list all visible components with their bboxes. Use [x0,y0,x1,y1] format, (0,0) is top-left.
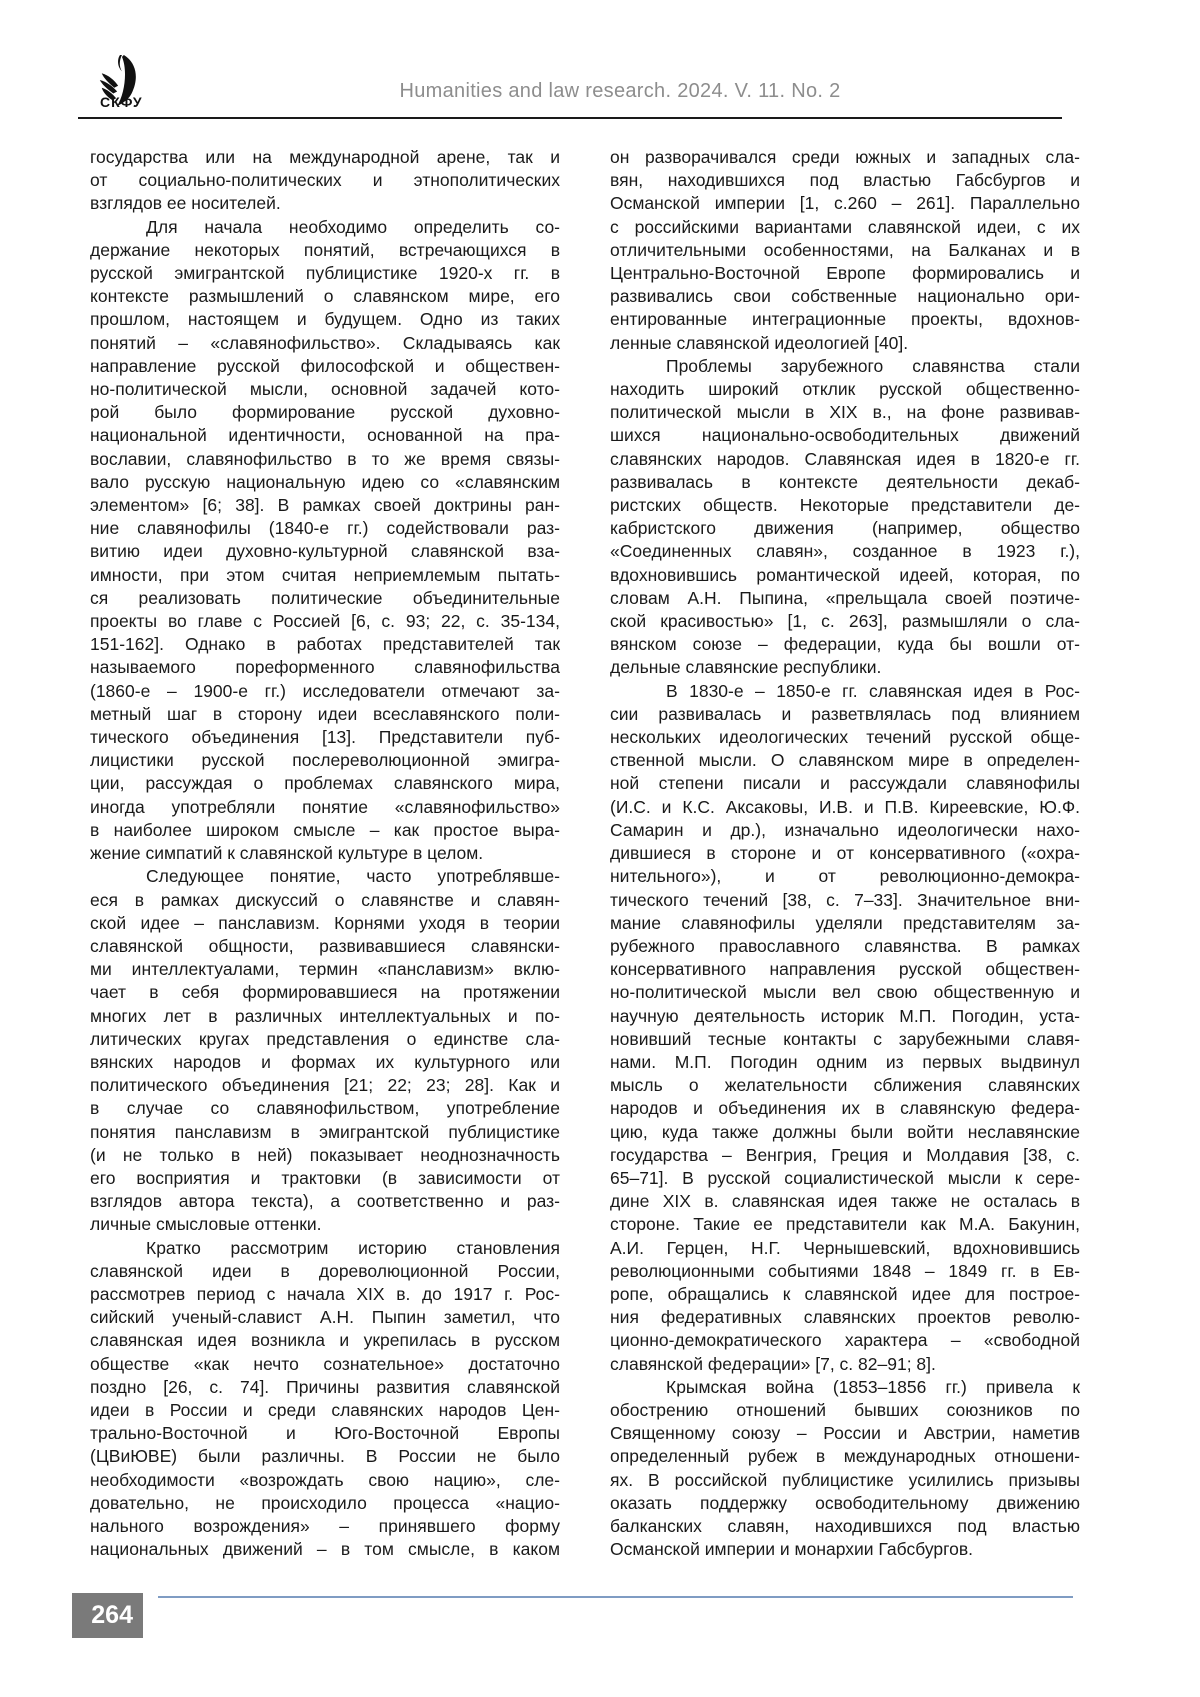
text-line: вало русскую национальную идею со «славянским [90,471,560,492]
text-line: держание некоторых понятий, встречающихся в [90,239,560,260]
text-line: (и не только в ней) показывает неоднозначность [90,1144,560,1165]
text-line: жение симпатий к славянской культуре в целом. [90,843,484,864]
text-line: проекты во главе с Россией [6, с. 93; 22, с. 35-134, [90,611,560,632]
text-line: мание славянофилы уделяли представителям за- [610,912,1080,933]
text-line: политического объединения [21; 22; 23; 28]. Как и [90,1075,560,1096]
text-line: революционными событиями 1848 – 1849 гг. в Ев- [610,1260,1080,1281]
text-line: прошлом, настоящем и будущем. Одно из таких [90,309,560,330]
text-line: политической мысли в XIX в., на фоне развивав- [610,402,1080,423]
text-line: вянском союзе – федерации, куда бы вошли от- [610,634,1080,655]
text-line: славянская идея возникла и укрепилась в русском [90,1330,560,1351]
text-line: славянских народов. Славянская идея в 1820-е гг. [610,448,1080,469]
text-line: довательно, не происходило процесса «нацио- [90,1492,560,1513]
text-line: трально-Восточной и Юго-Восточной Европы [90,1423,560,1444]
text-line: Проблемы зарубежного славянства стали [666,355,1080,376]
text-line: с российскими вариантами славянской идеи, с их [610,216,1080,237]
text-line: сии развивалась и разветвлялась под влиянием [610,703,1080,724]
text-line: консервативного направления русской обществен- [610,959,1080,980]
text-line: метный шаг в сторону идеи всеславянского поли- [90,703,560,724]
text-line: называемого пореформенного славянофильства [90,657,560,678]
logo-label: СКФУ [100,94,143,110]
text-line: вян, находившихся под властью Габсбургов и [610,170,1080,191]
text-line: рассмотрев период с начала XIX в. до 1917 г. Рос- [90,1283,560,1304]
text-line: еся в рамках дискуссий о славянстве и славян- [90,889,560,910]
text-line: взглядов ее носителей. [90,193,281,214]
text-column-right [610,146,1080,1561]
text-line: находить широкий отклик русской общественно- [610,379,1080,400]
text-line: ционно-демократического характера – «свободной [610,1330,1080,1351]
text-line: вдохновившись романтической идеей, которая, по [610,564,1080,585]
text-line: балканских славян, находившихся под властью [610,1515,1080,1536]
text-line: его восприятия и трактовки (в зависимости от [90,1167,560,1188]
text-line: 151-162]. Однако в работах представителей так [90,634,560,655]
text-line: контексте размышлений о славянском мире, его [90,286,560,307]
text-line: лицистики русской послереволюционной эмигра- [90,750,560,771]
text-line: ной степени писали и рассуждали славянофилы [610,773,1080,794]
text-line: шихся национально-освободительных движений [610,425,1080,446]
text-line: Крымская война (1853–1856 гг.) привела к [666,1376,1080,1397]
text-line: но-политической мысли, основной задачей кото- [90,379,560,400]
text-line: элементом» [6; 38]. В рамках своей доктрины ран- [90,495,560,516]
article-body [90,146,1080,1561]
text-line: ленные славянской идеологией [40]. [610,332,909,353]
text-line: славянской идеи в дореволюционной России, [90,1260,560,1281]
text-line: развивалась в контексте деятельности декаб- [610,471,1080,492]
text-line: государства или на международной арене, так и [90,147,560,167]
text-line: в наиболее широком смысле – как простое выра- [90,819,560,840]
text-line: ентированные интеграционные проекты, вдохнов- [610,309,1080,330]
text-line: понятий – «славянофильство». Складываясь как [90,332,560,353]
text-line: нального возрождения» – принявшего форму [90,1515,560,1536]
text-line: литических кругах представления о единстве сла- [90,1028,560,1049]
text-line: необходимости «возрождать свою нацию», сле- [90,1469,560,1490]
text-line: ми интеллектуалами, термин «панславизм» вклю- [90,959,560,980]
footer-divider [158,1596,1073,1598]
text-line: вославии, славянофильство в то же время связы- [90,448,560,469]
text-line: оказать поддержку освободительному движению [610,1492,1080,1513]
text-line: В 1830-е – 1850-е гг. славянская идея в Рос- [666,680,1080,701]
text-line: рубежного православного славянства. В рамках [610,935,1080,956]
text-line: взглядов автора текста), а соответственно и раз- [90,1191,560,1212]
text-line: иногда употребляли понятие «славянофильство» [90,796,560,817]
text-line: личные смысловые оттенки. [90,1214,322,1235]
text-line: вянских народов и формах их культурного или [90,1051,560,1072]
text-line: ристских обществ. Некоторые представители де- [610,495,1080,516]
text-line: славянской общности, развивавшиеся славянски- [90,935,560,956]
text-line: обострению отношений бывших союзников по [610,1399,1080,1420]
text-line: (И.С. и К.С. Аксаковы, И.В. и П.В. Киреевские, Ю.Ф. [610,796,1080,817]
text-line: народов и объединения их в славянскую федера- [610,1098,1080,1119]
text-line: поздно [26, с. 74]. Причины развития славянской [90,1376,560,1397]
text-line: кабристского движения (например, общество [610,518,1080,539]
text-line: но-политической мысли вел свою общественную и [610,982,1080,1003]
text-line: ропе, обращались к славянской идее для построе- [610,1283,1080,1304]
text-line: русской эмигрантской публицистике 1920-х гг. в [90,263,560,284]
text-line: отличительными особенностями, на Балканах и в [610,239,1080,260]
text-line: дине XIX в. славянская идея также не осталась в [610,1191,1080,1212]
text-line: ние славянофилы (1840-е гг.) содействовали раз- [90,518,560,539]
text-line: новивший тесные контакты с зарубежными славя- [610,1028,1080,1049]
text-line: ся реализовать политические объединительные [90,587,560,608]
text-line: Для начала необходимо определить со- [146,216,560,237]
text-line: цию, куда также должны были войти неславянские [610,1121,1080,1142]
text-line: мысль о желательности сближения славянских [610,1075,1080,1096]
text-line: национальной идентичности, основанной на пра- [90,425,560,446]
text-line: витию идеи духовно-культурной славянской вза- [90,541,560,562]
text-line: Следующее понятие, часто употреблявше- [146,866,560,887]
text-line: многих лет в различных интеллектуальных и по- [90,1005,560,1026]
text-line: обществе «как нечто сознательное» достаточно [90,1353,560,1374]
text-line: национальных движений – в том смысле, в каком [90,1539,560,1560]
text-line: государства – Венгрия, Греция и Молдавия [38, с. [610,1144,1080,1165]
text-line: Центрально-Восточной Европе формировались и [610,263,1080,284]
text-line: А.И. Герцен, Н.Г. Чернышевский, вдохновившись [610,1237,1080,1258]
text-line: нительного»), и от революционно-демокра- [610,866,1080,887]
text-line: дельные славянские республики. [610,657,882,678]
text-line: ях. В российской публицистике усилились призывы [610,1469,1080,1490]
text-line: словам А.Н. Пыпина, «прельщала своей поэтиче- [610,587,1080,608]
text-column-left [90,146,560,1561]
text-line: от социально-политических и этнополитических [90,170,560,191]
text-line: (1860-е – 1900-е гг.) исследователи отмечают за- [90,680,560,701]
text-line: 65–71]. В русской социалистической мысли к сере- [610,1167,1080,1188]
text-line: Османской империи и монархии Габсбургов. [610,1539,974,1560]
text-line: Кратко рассмотрим историю становления [146,1237,560,1258]
text-line: ции, рассуждая о проблемах славянского мира, [90,773,560,794]
text-line: идеи в России и среди славянских народов Цен- [90,1399,560,1420]
text-line: дившиеся в стороне и от консервативного («охра- [610,843,1080,864]
page-number-badge: 264 [72,1593,143,1638]
text-line: он разворачивался среди южных и западных сла- [610,147,1080,167]
text-line: тического объединения [13]. Представители пуб- [90,727,560,748]
header-divider [78,117,1062,119]
text-line: направление русской философской и обществен- [90,355,560,376]
text-line: понятия панславизм в эмигрантской публицистике [90,1121,560,1142]
text-line: научную деятельность историк М.П. Погодин, уста- [610,1005,1080,1026]
university-logo [86,54,164,110]
text-line: (ЦВиЮВЕ) были различны. В России не было [90,1446,560,1467]
text-line: нами. М.П. Погодин одним из первых выдвинул [610,1051,1080,1072]
text-line: сийский ученый-славист А.Н. Пыпин заметил, что [90,1307,560,1328]
text-line: имности, при этом считая неприемлемым пытать- [90,564,560,585]
text-line: «Соединенных славян», созданное в 1923 г.), [610,541,1080,562]
text-line: Османской империи [1, с.260 – 261]. Параллельно [610,193,1080,214]
text-line: тического течений [38, с. 7–33]. Значительное вни- [610,889,1080,910]
text-line: нескольких идеологических течений русской обще- [610,727,1080,748]
text-line: ственной мысли. О славянском мире в определен- [610,750,1080,771]
text-line: ской красивостью» [1, с. 263], размышляли о сла- [610,611,1080,632]
text-line: развивались свои собственные национально ори- [610,286,1080,307]
text-line: Самарин и др.), изначально идеологически нахо- [610,819,1080,840]
text-line: определенный рубеж в международных отношени- [610,1446,1080,1467]
text-line: славянской федерации» [7, с. 82–91; 8]. [610,1353,936,1374]
text-line: ния федеративных славянских проектов револю- [610,1307,1080,1328]
text-line: Священному союзу – России и Австрии, наметив [610,1423,1080,1444]
text-line: ской идее – панславизм. Корнями уходя в теории [90,912,560,933]
text-line: в случае со славянофильством, употребление [90,1098,560,1119]
text-line: чает в себя формировавшиеся на протяжении [90,982,560,1003]
text-line: рой было формирование русской духовно- [90,402,560,423]
text-line: стороне. Такие ее представители как М.А. Бакунин, [610,1214,1080,1235]
journal-title: Humanities and law research. 2024. V. 11. No. 2 [399,80,841,102]
